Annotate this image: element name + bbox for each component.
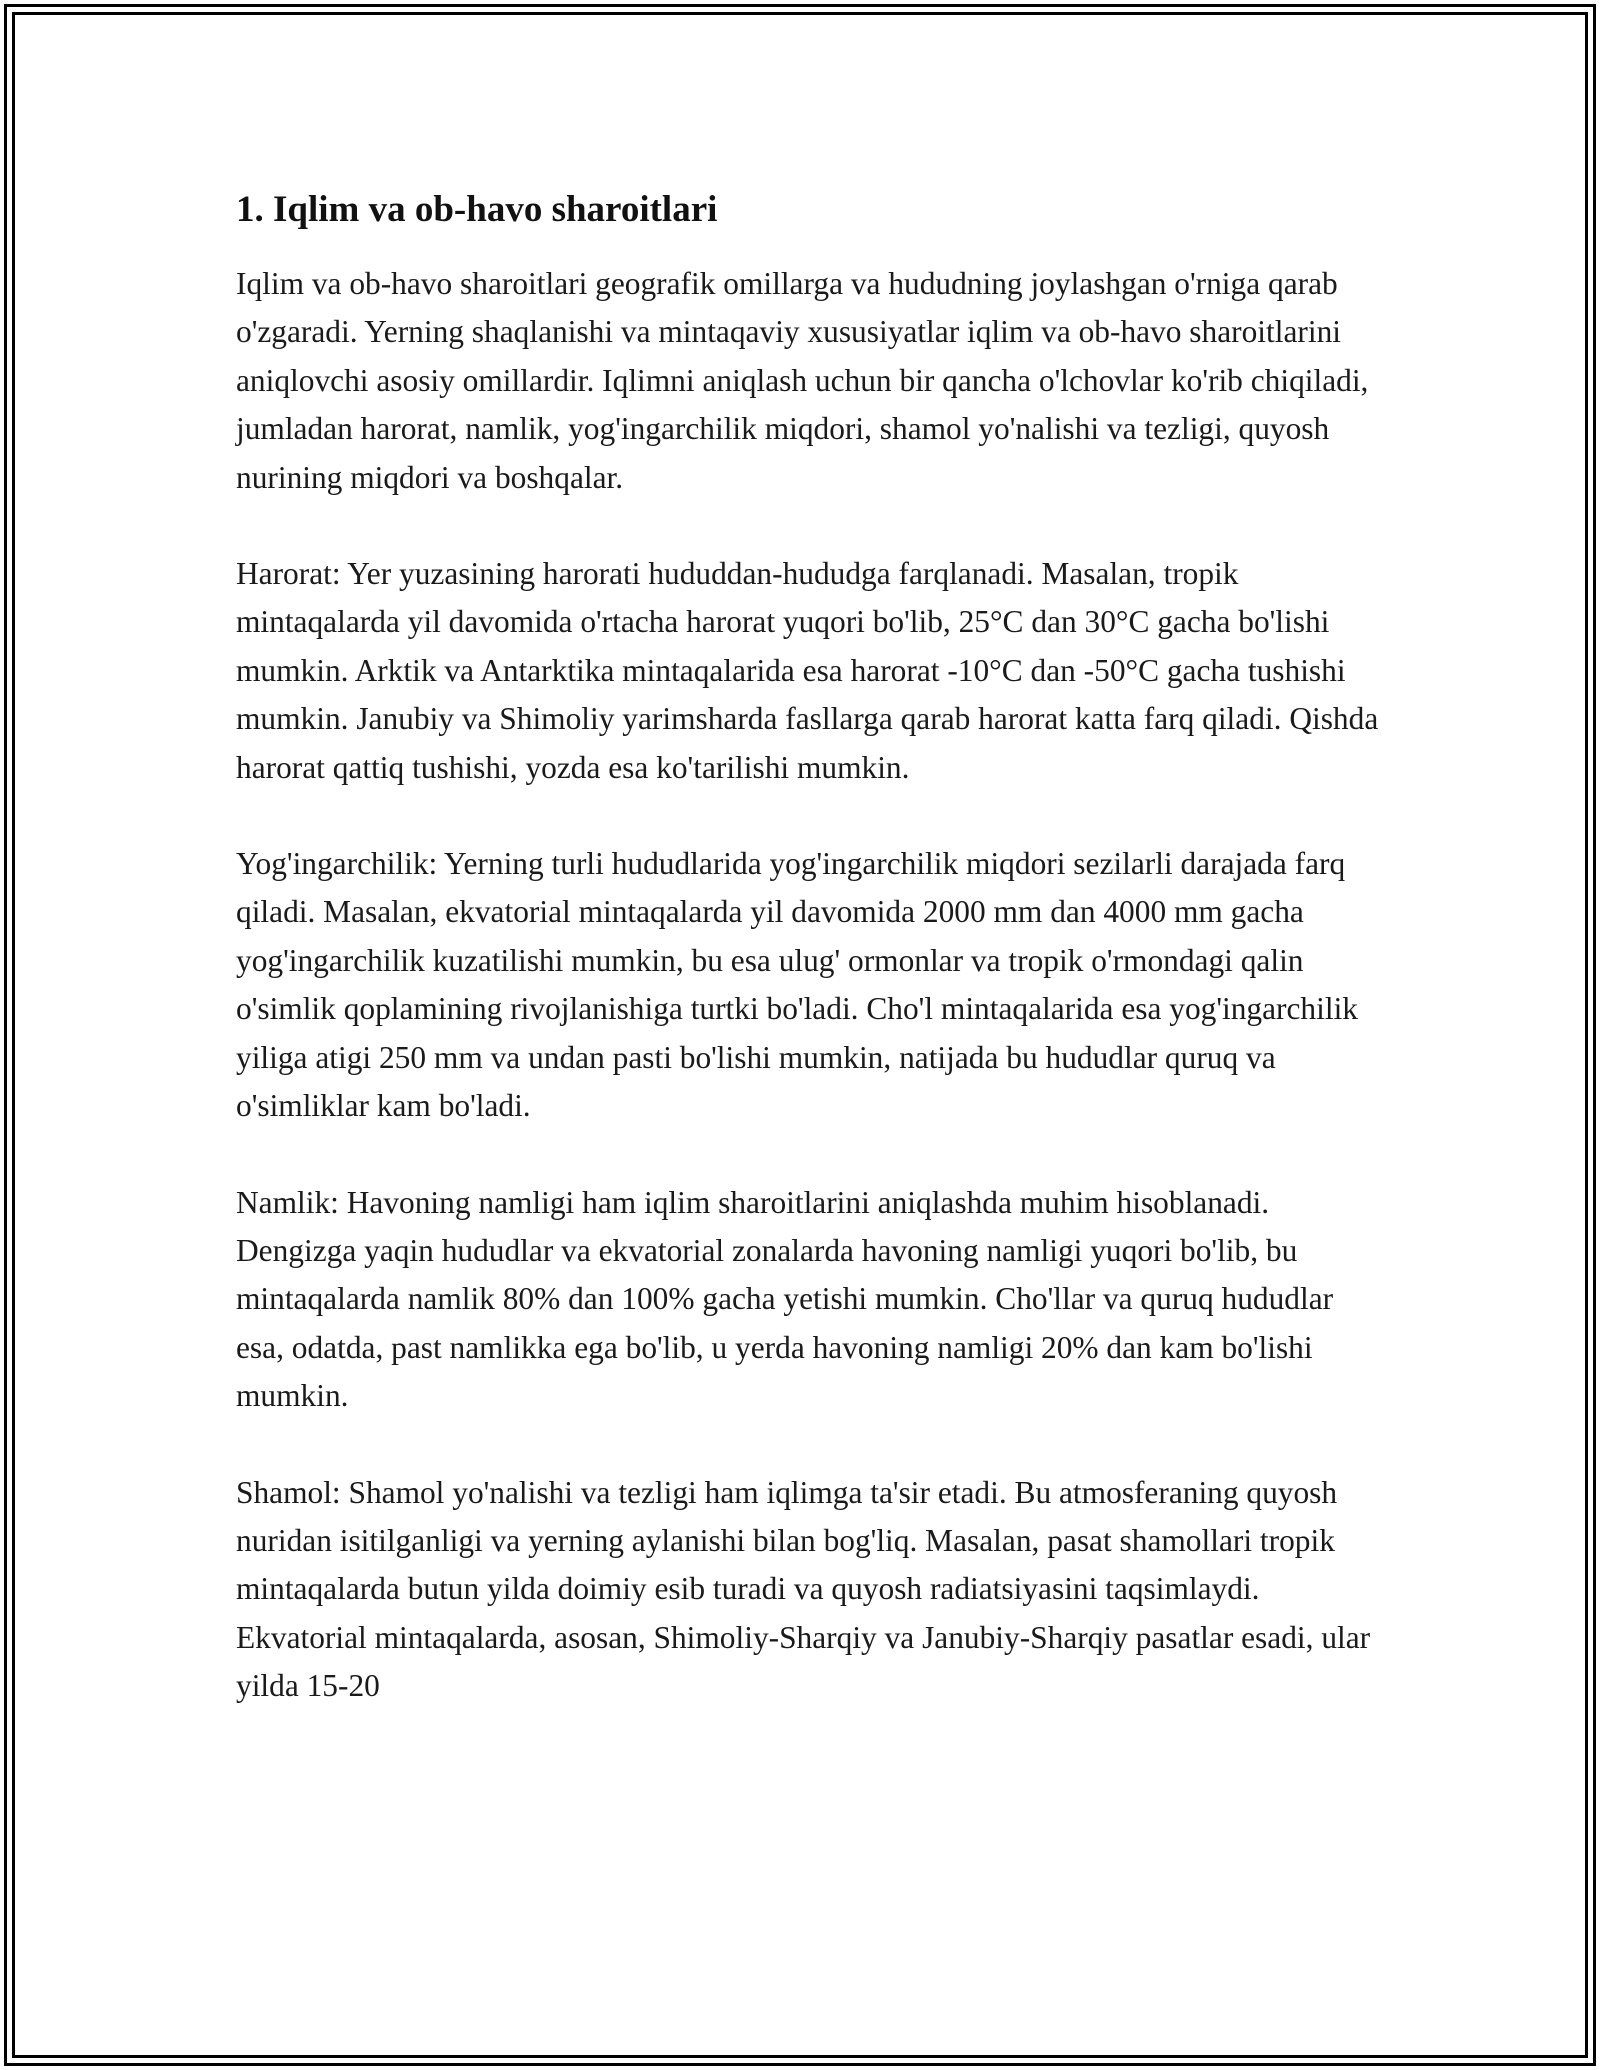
document-body <box>236 186 1386 1759</box>
section-title: 1. Iqlim va ob-havo sharoitlari <box>236 189 718 230</box>
paragraph-humidity: Namlik: Havoning namligi ham iqlim sharoitlarini aniqlashda muhim hisoblanadi. Dengizga yaqin hududlar va ekvatorial zonalarda havoning namligi yuqori bo'lib, bu mintaqalarda namlik 80% dan 100% gacha yetishi mumkin. Cho'llar va quruq hududlar esa, odatda, past namlikka ega bo'lib, u yerda havoning namligi 20% dan kam bo'lishi mumkin. <box>236 1184 1334 1414</box>
paragraph-temperature: Harorat: Yer yuzasining harorati hududdan-hududga farqlanadi. Masalan, tropik mintaqalarda yil davomida o'rtacha harorat yuqori bo'lib, 25°C dan 30°C gacha bo'lishi mumkin. Arktik va Antarktika mintaqalarida esa harorat -10°C dan -50°C gacha tushishi mumkin. Janubiy va Shimoliy yarimsharda fasllarga qarab harorat katta farq qiladi. Qishda harorat qattiq tushishi, yozda esa ko'tarilishi mumkin. <box>236 556 1379 785</box>
paragraph-intro: Iqlim va ob-havo sharoitlari geografik omillarga va hududning joylashgan o'rniga qarab o'zgaradi. Yerning shaqlanishi va mintaqaviy xususiyatlar iqlim va ob-havo sharoitlarini aniqlovchi asosiy omillardir. Iqlimni aniqlash uchun bir qancha o'lchovlar ko'rib chiqiladi, jumladan harorat, namlik, yog'ingarchilik miqdori, shamol yo'nalishi va tezligi, quyosh nurining miqdori va boshqalar. <box>236 266 1369 495</box>
paragraph-wind: Shamol: Shamol yo'nalishi va tezligi ham iqlimga ta'sir etadi. Bu atmosferaning quyosh nuridan isitilganligi va yerning aylanishi bilan bog'liq. Masalan, pasat shamollari tropik mintaqalarda butun yilda doimiy esib turadi va quyosh radiatsiyasini taqsimlaydi. Ekvatorial mintaqalarda, asosan, Shimoliy-Sharqiy va Janubiy-Sharqiy pasatlar esadi, ular yilda 15-20 <box>236 1474 1371 1704</box>
paragraph-precipitation: Yog'ingarchilik: Yerning turli hududlarida yog'ingarchilik miqdori sezilarli darajada farq qiladi. Masalan, ekvatorial mintaqalarda yil davomida 2000 mm dan 4000 mm gacha yog'ingarchilik kuzatilishi mumkin, bu esa ulug' ormonlar va tropik o'rmondagi qalin o'simlik qoplamining rivojlanishiga turtki bo'ladi. Cho'l mintaqalarida esa yog'ingarchilik yiliga atigi 250 mm va undan pasti bo'lishi mumkin, natijada bu hududlar quruq va o'simliklar kam bo'ladi. <box>236 846 1358 1124</box>
